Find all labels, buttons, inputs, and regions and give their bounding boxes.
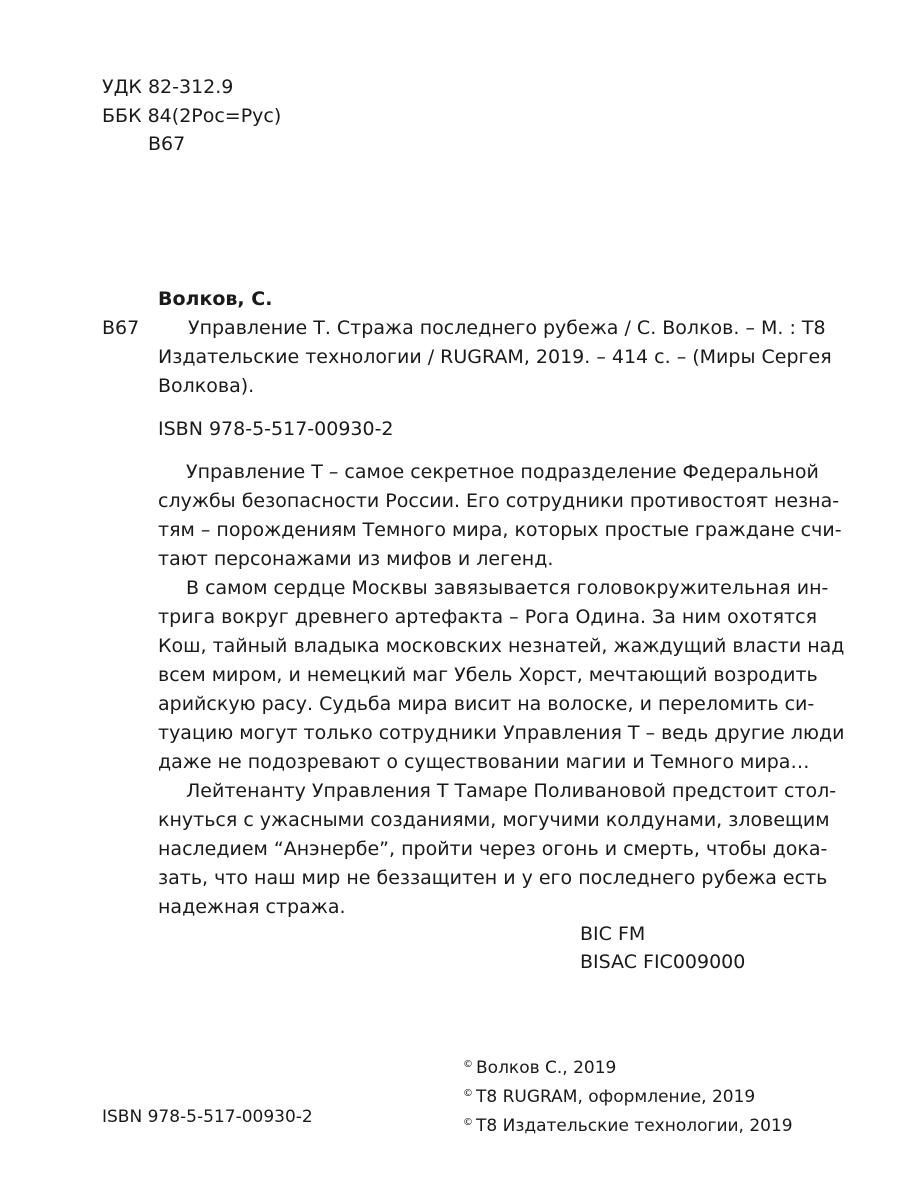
bibliographic-description	[158, 314, 832, 401]
annotation-line: наследием “Анэнербе”, пройти через огонь и смерть, чтобы дока-	[158, 838, 828, 860]
annotation-line: тям – порождениям Темного мира, которых простые граждане счи-	[158, 519, 842, 541]
biblio-line: Волкова).	[158, 375, 255, 397]
biblio-line: Издательские технологии / RUGRAM, 2019. – 414 с. – (Миры Сергея	[158, 346, 832, 368]
copyright-text: Волков С., 2019	[476, 1058, 617, 1078]
copyright-symbol: ©	[463, 1059, 473, 1070]
annotation-line: кнуться с ужасными созданиями, могучими колдунами, зловещим	[158, 809, 830, 831]
annotation-paragraph	[158, 458, 842, 574]
annotation-line: Лейтенанту Управления Т Тамаре Поливановой предстоит стол-	[186, 780, 837, 802]
bisac-code: BISAC FIC009000	[580, 951, 746, 973]
copyright-block	[463, 1052, 793, 1139]
annotation-line: службы безопасности России. Его сотрудники противостоят незна-	[158, 490, 840, 512]
copyright-text: Т8 Издательские технологии, 2019	[476, 1116, 793, 1136]
copyright-line	[463, 1052, 793, 1081]
annotation-line: трига вокруг древнего артефакта – Рога Одина. За ним охотятся	[158, 606, 817, 628]
annotation-line: зать, что наш мир не беззащитен и у его последнего рубежа есть	[158, 867, 828, 889]
annotation-line: арийскую расу. Судьба мира висит на волоске, и переломить си-	[158, 693, 815, 715]
annotation-paragraph	[158, 574, 845, 777]
annotation-line: всем миром, и немецкий маг Убель Хорст, мечтающий возродить	[158, 664, 818, 686]
udk-code: УДК 82-312.9	[102, 76, 234, 98]
isbn-record: ISBN 978-5-517-00930-2	[158, 418, 394, 440]
annotation-line: тают персонажами из мифов и легенд.	[158, 548, 554, 570]
annotation-line: туацию могут только сотрудники Управления Т – ведь другие люди	[158, 722, 845, 744]
copyright-symbol: ©	[463, 1088, 473, 1099]
annotation-paragraph	[158, 777, 837, 922]
author-name: Волков, С.	[158, 288, 273, 310]
annotation-line: В самом сердце Москвы завязывается головокружительная ин-	[186, 577, 829, 599]
record-author-code: В67	[102, 317, 140, 339]
annotation-line: даже не подозревают о существовании магии и Темного мира…	[158, 751, 810, 773]
annotation-line: Кош, тайный владыка московских незнатей, жаждущий власти над	[158, 635, 845, 657]
isbn-footer: ISBN 978-5-517-00930-2	[102, 1107, 313, 1127]
annotation-line: надежная стража.	[158, 896, 346, 918]
bbk-code: ББК 84(2Рос=Рус)	[102, 105, 282, 127]
copyright-line	[463, 1110, 793, 1139]
biblio-line: Управление Т. Стража последнего рубежа / С. Волков. – М. : Т8	[188, 317, 826, 339]
bic-code: BIC FM	[580, 923, 646, 945]
annotation	[158, 458, 845, 922]
author-code: В67	[148, 133, 186, 155]
copyright-text: Т8 RUGRAM, оформление, 2019	[476, 1087, 756, 1107]
copyright-line	[463, 1081, 793, 1110]
annotation-line: Управление Т – самое секретное подразделение Федеральной	[186, 461, 819, 483]
copyright-symbol: ©	[463, 1117, 473, 1128]
